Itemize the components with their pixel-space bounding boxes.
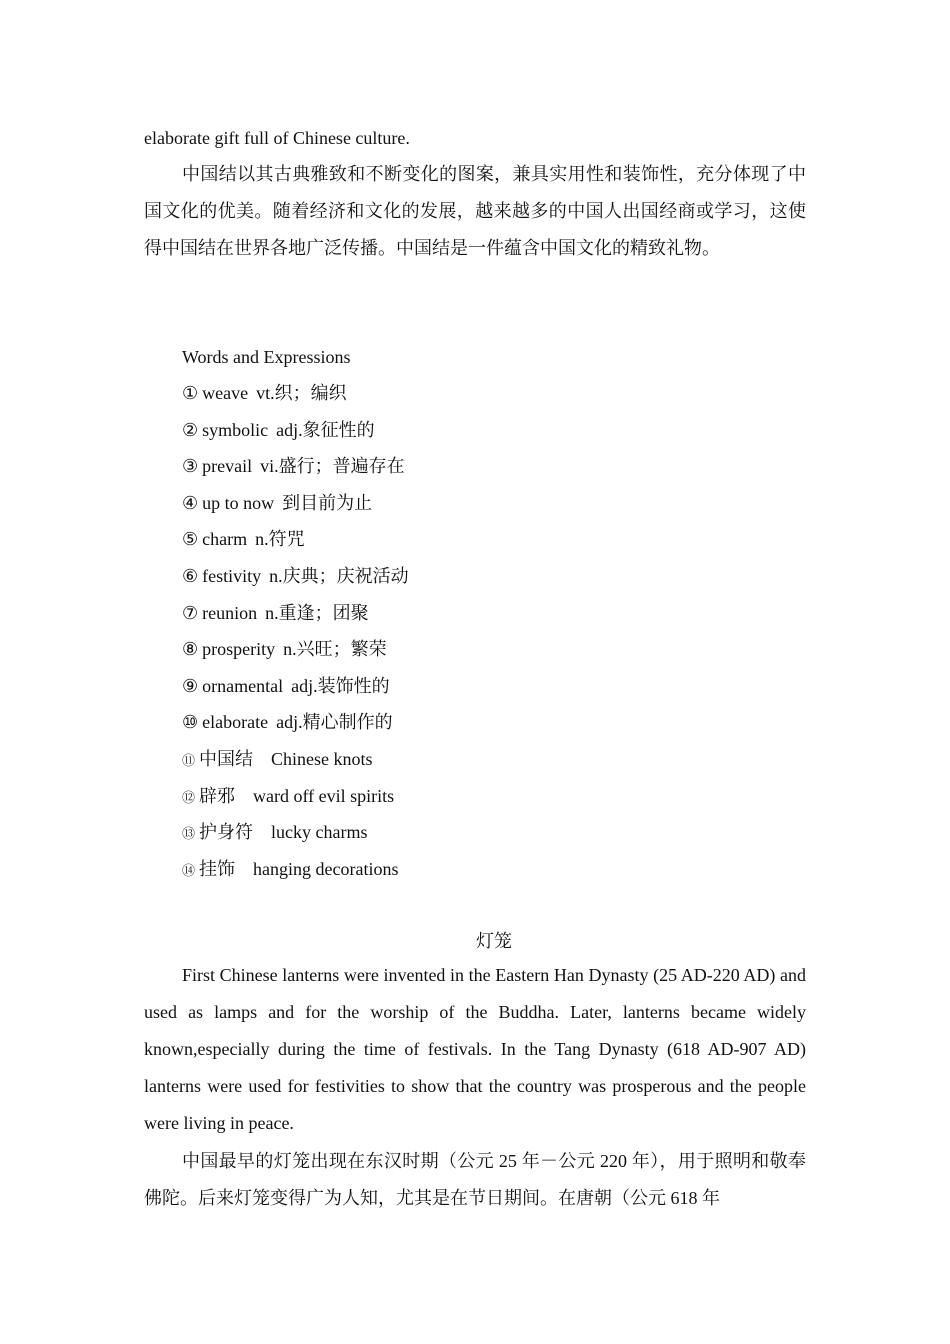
vocab-item (182, 711, 393, 733)
vocab-word: weave (202, 383, 249, 403)
part-of-speech: n. (255, 529, 269, 550)
item-number: ⑥ (182, 566, 199, 586)
vocab-word: up to now (202, 492, 275, 513)
phrase-en: hanging decorations (253, 858, 399, 879)
vocab-meaning: 精心制作的 (302, 712, 393, 733)
item-number: ⑧ (182, 639, 199, 660)
item-number: ④ (182, 492, 199, 513)
vocab-meaning: 到目前为止 (282, 492, 373, 513)
vocab-meaning: 重逢；团聚 (278, 602, 369, 623)
item-number: ⑭ (182, 862, 196, 878)
phrase-en: lucky charms (271, 822, 368, 843)
item-number: ③ (182, 456, 199, 477)
lantern-en-paragraph: First Chinese lanterns were invented in the Eastern Han Dynasty (25 AD-220 AD) and used as lamps and for the worship of the Buddha. Later, lanterns became widely known,especially during the time of festivals. In the Tang Dynasty (618 AD-907 AD) lanterns were used for festivities to show that the country was prosperous and the people were living in peace. (144, 965, 806, 1133)
part-of-speech: adj. (276, 419, 303, 440)
phrase-en: Chinese knots (271, 749, 373, 769)
vocab-meaning: 织；编织 (274, 383, 347, 403)
phrase-en: ward off evil spirits (253, 785, 395, 806)
knot-cn-paragraph: 中国结以其古典雅致和不断变化的图案，兼具实用性和装饰性，充分体现了中国文化的优美。随着经济和文化的发展，越来越多的中国人出国经商或学习，这使得中国结在世界各地广泛传播。中国结是一件蕴含中国文化的精致礼物。 (144, 164, 806, 258)
vocab-item (182, 638, 387, 660)
phrase-cn: 中国结 (199, 749, 254, 769)
phrase-item (182, 785, 394, 809)
vocab-item (182, 419, 375, 441)
phrase-item (182, 748, 373, 772)
item-number: ② (182, 419, 199, 440)
part-of-speech: vt. (256, 383, 275, 403)
vocab-item (182, 602, 369, 624)
vocab-word: elaborate (202, 712, 269, 733)
vocab-word: charm (202, 529, 248, 550)
item-number: ⑨ (182, 675, 199, 696)
vocab-meaning: 象征性的 (302, 419, 375, 440)
vocab-meaning: 装饰性的 (317, 675, 390, 696)
vocab-item (182, 382, 347, 404)
vocab-word: reunion (202, 602, 258, 623)
phrase-cn: 挂饰 (199, 858, 236, 879)
vocab-item (182, 492, 372, 514)
item-number: ① (182, 383, 199, 403)
vocab-word: ornamental (202, 675, 284, 696)
phrase-item (182, 821, 367, 845)
vocab-word: symbolic (202, 419, 269, 440)
phrase-cn: 护身符 (199, 822, 254, 843)
vocab-meaning: 盛行；普遍存在 (278, 456, 405, 477)
part-of-speech: vi. (260, 456, 279, 477)
vocab-word: festivity (202, 566, 262, 586)
item-number: ⑬ (182, 826, 196, 842)
item-number: ⑫ (182, 789, 196, 805)
vocab-meaning: 庆典；庆祝活动 (282, 566, 409, 586)
item-number: ⑤ (182, 529, 199, 550)
part-of-speech: adj. (276, 712, 303, 733)
continuation-line: elaborate gift full of Chinese culture. (144, 128, 410, 148)
vocab-meaning: 兴旺；繁荣 (296, 639, 387, 660)
phrase-cn: 辟邪 (199, 785, 236, 806)
part-of-speech: adj. (291, 675, 318, 696)
phrase-item (182, 858, 398, 882)
part-of-speech: n. (283, 639, 297, 660)
vocab-word: prosperity (202, 639, 276, 660)
item-number: ⑩ (182, 712, 199, 733)
words-heading: Words and Expressions (182, 347, 351, 367)
item-number: ⑪ (182, 753, 196, 768)
part-of-speech: n. (265, 602, 279, 623)
vocab-word: prevail (202, 456, 253, 477)
lantern-cn-paragraph: 中国最早的灯笼出现在东汉时期（公元 25 年－公元 220 年），用于照明和敬奉佛陀。后来灯笼变得广为人知，尤其是在节日期间。在唐朝（公元 618 年 (144, 1151, 806, 1208)
vocab-item (182, 455, 405, 477)
vocab-item (182, 565, 409, 587)
lantern-title: 灯笼 (476, 931, 512, 951)
item-number: ⑦ (182, 602, 199, 623)
vocab-item (182, 675, 390, 697)
vocab-meaning: 符咒 (268, 529, 305, 550)
vocab-item (182, 528, 305, 550)
part-of-speech: n. (269, 566, 283, 586)
